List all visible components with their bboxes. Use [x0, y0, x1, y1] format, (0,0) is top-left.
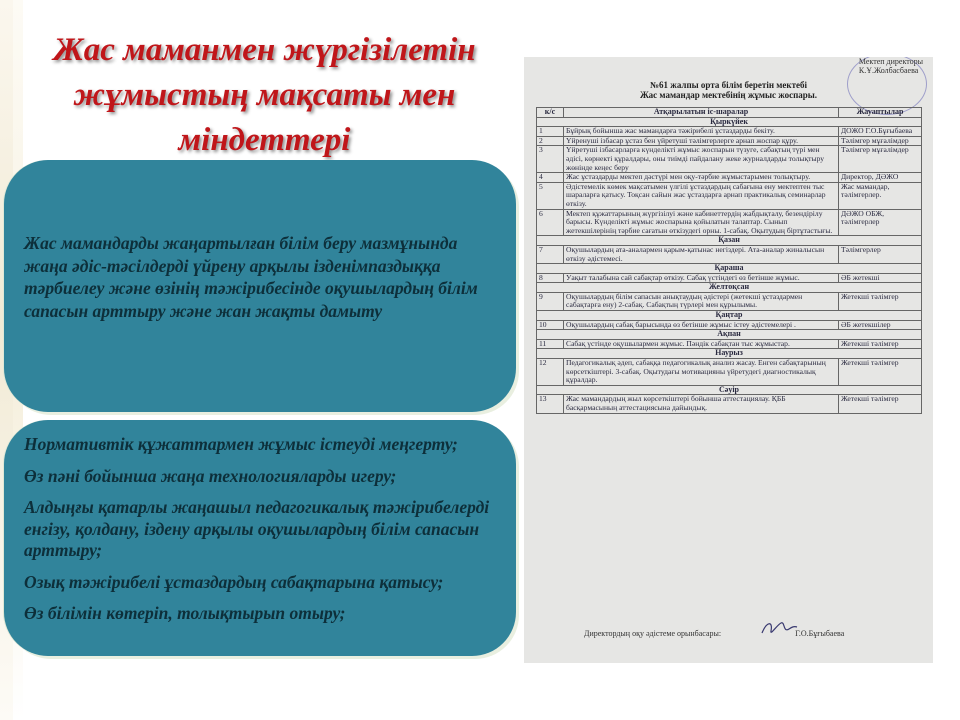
row-activity: Оқушылардың ата-аналармен қарым-қатынас негіздері. Ата-аналар жиналысын өткізу әдістемесі. — [564, 245, 839, 263]
table-row — [537, 395, 922, 413]
row-responsible: ӘБ жетекшілер — [839, 320, 922, 330]
row-number: 1 — [537, 127, 564, 137]
row-number: 4 — [537, 173, 564, 183]
slide-title-line-2: жұмыстың мақсаты мен — [73, 77, 456, 113]
row-activity: Үйретуші ізбасарларға күнделікті жұмыс жоспарын түзуге, сабақтың түрі мен әдісі, көрнекті құралдары, оны тиімді пайдалану жеке журналдарды толықтыру жөнінде кеңес беру — [564, 146, 839, 173]
table-row — [537, 359, 922, 386]
row-number: 9 — [537, 292, 564, 310]
row-responsible: Тәлімгер мұғалімдер — [839, 146, 922, 173]
work-plan-document-photo — [524, 57, 933, 663]
approver-position: Мектеп директоры — [858, 57, 923, 66]
row-responsible: Жетекші тәлімгер — [839, 395, 922, 413]
month-row — [537, 264, 922, 274]
row-activity: Оқушылардың сабақ барысында өз бетінше жұмыс істеу әдістемелері . — [564, 320, 839, 330]
header-responsible: Жауаптылар — [839, 108, 922, 118]
row-responsible: Тәлімгерлер — [839, 245, 922, 263]
row-responsible: ӘБ жетекші — [839, 273, 922, 283]
table-row — [537, 209, 922, 236]
month-row — [537, 236, 922, 246]
table-row — [537, 245, 922, 263]
month-label: Қыркүйек — [537, 117, 922, 127]
table-row — [537, 182, 922, 209]
table-row — [537, 127, 922, 137]
row-responsible: Жетекші тәлімгер — [839, 339, 922, 349]
month-label: Ақпан — [537, 330, 922, 340]
row-number: 2 — [537, 136, 564, 146]
month-label: Қараша — [537, 264, 922, 274]
row-responsible: Тәлімгер мұғалімдер — [839, 136, 922, 146]
row-responsible: Жетекші тәлімгер — [839, 359, 922, 386]
row-activity: Жас мамандардың жыл көрсеткіштері бойынша аттестациялау. ҚББ басқармасының аттестациясына дайындық. — [564, 395, 839, 413]
goal-text: Жас мамандарды жаңартылған білім беру мазмұнында жаңа әдіс-тәсілдерді үйрену арқылы ізденімпаздыққа тәрбиелеу және өзінің тәжірибесінде оқушылардың білім сапасын арттыру және жан жақты дамыту — [24, 233, 478, 321]
row-number: 6 — [537, 209, 564, 236]
row-activity: Үйренуші ізбасар ұстаз бен үйретуші тәлімгерлерге арнап жоспар құру. — [564, 136, 839, 146]
task-item: Өз білімін көтеріп, толықтырып отыру; — [24, 603, 346, 623]
task-item: Алдыңғы қатарлы жаңашыл педагогикалық тәжірибелерді енгізу, қолдану, іздену арқылы оқушылардың білім сапасын арттыру; — [24, 497, 490, 560]
document-title — [524, 80, 933, 100]
row-activity: Педагогикалық әдеп, сабаққа педагогикалық анализ жасау. Енген сабақтарының көрсеткіштері. 3-сабақ. Оқытудағы мотивацияны үйретудегі диагностикалық құралдар. — [564, 359, 839, 386]
month-row — [537, 311, 922, 321]
row-activity: Оқушылардың білім сапасын анықтаудың әдістері (жетекші ұстаздармен сабақтарға ену) 2-сабақ. Сабақтың түрлері мен құрылымы. — [564, 292, 839, 310]
document-title-line-2: Жас мамандар мектебінің жұмыс жоспары. — [639, 90, 818, 100]
signature-name: Г.О.Бұғыбаева — [795, 629, 845, 638]
tasks-list — [24, 434, 504, 635]
signature-label: Директордың оқу әдістеме орынбасары: — [584, 629, 722, 638]
row-responsible: ДӘЖО ОБЖ, тәлімгерлер — [839, 209, 922, 236]
slide-title-line-1: Жас маманмен жүргізілетін — [53, 32, 476, 68]
row-responsible: Жетекші тәлімгер — [839, 292, 922, 310]
header-activities: Атқарылатын іс-шаралар — [564, 108, 839, 118]
tasks-panel — [4, 420, 516, 656]
table-header-row — [537, 108, 922, 118]
task-item: Озық тәжірибелі ұстаздардың сабақтарына қатысу; — [24, 571, 444, 592]
row-number: 10 — [537, 320, 564, 330]
row-activity: Бұйрық бойынша жас мамандарға тәжірибелі ұстаздарды бекіту. — [564, 127, 839, 137]
header-number: к/с — [537, 108, 564, 118]
row-number: 11 — [537, 339, 564, 349]
month-label: Қазан — [537, 236, 922, 246]
row-number: 13 — [537, 395, 564, 413]
row-activity: Жас ұстаздарды мектеп дәстүрі мен оқу-тәрбие жұмыстарымен толықтыру. — [564, 173, 839, 183]
task-item: Өз пәні бойынша жаңа технологияларды игеру; — [24, 465, 397, 486]
row-number: 7 — [537, 245, 564, 263]
row-responsible: ДОЖО Г.О.Бұғыбаева — [839, 127, 922, 137]
row-activity: Уақыт талабына сай сабақтар өткізу. Сабақ үстіндегі өз бетінше жұмыс. — [564, 273, 839, 283]
slide-title-line-3: міндеттері — [178, 122, 351, 158]
month-row — [537, 330, 922, 340]
row-number: 3 — [537, 146, 564, 173]
approver-name: К.Ұ.Жолбасбаева — [858, 66, 919, 75]
row-responsible: Жас мамандар, тәлімгерлер. — [839, 182, 922, 209]
goal-panel — [4, 160, 516, 412]
document-title-line-1: №61 жалпы орта білім беретін мектебі — [650, 80, 807, 90]
row-number: 8 — [537, 273, 564, 283]
month-row — [537, 283, 922, 293]
table-row — [537, 146, 922, 173]
task-item: Нормативтік құжаттармен жұмыс істеуді меңгерту; — [24, 434, 458, 454]
row-activity: Мектеп құжаттарының жүргізілуі және кабинеттердің жабдықталу, безендірілу барысы. Күнделікті жұмыс жоспарына қойылатын талаптар. Сынып жетекшілерінің тәрбие сағатын өткізудегі орны. 1-сабақ. Оқытудың біртұтастығы. — [564, 209, 839, 236]
work-plan-table — [536, 107, 922, 414]
month-label: Қаңтар — [537, 311, 922, 321]
table-row — [537, 292, 922, 310]
table-body — [537, 117, 922, 413]
row-activity: Сабақ үстінде оқушылармен жұмыс. Пәндік сабақтан тыс жұмыстар. — [564, 339, 839, 349]
row-activity: Әдістемелік көмек мақсатымен үлгілі ұстаздардың сабағына ену мектептен тыс шараларға қатысу. Тоқсан сайын жас ұстаздарға арнап практикалық семинарлар өткізу. — [564, 182, 839, 209]
row-responsible: Директор, ДӘЖО — [839, 173, 922, 183]
row-number: 12 — [537, 359, 564, 386]
table-row — [537, 173, 922, 183]
month-label: Наурыз — [537, 349, 922, 359]
month-label: Желтоқсан — [537, 283, 922, 293]
document-signature — [584, 629, 924, 638]
document-approver — [859, 57, 923, 75]
slide-title — [12, 28, 517, 163]
month-label: Сәуір — [537, 385, 922, 395]
row-number: 5 — [537, 182, 564, 209]
